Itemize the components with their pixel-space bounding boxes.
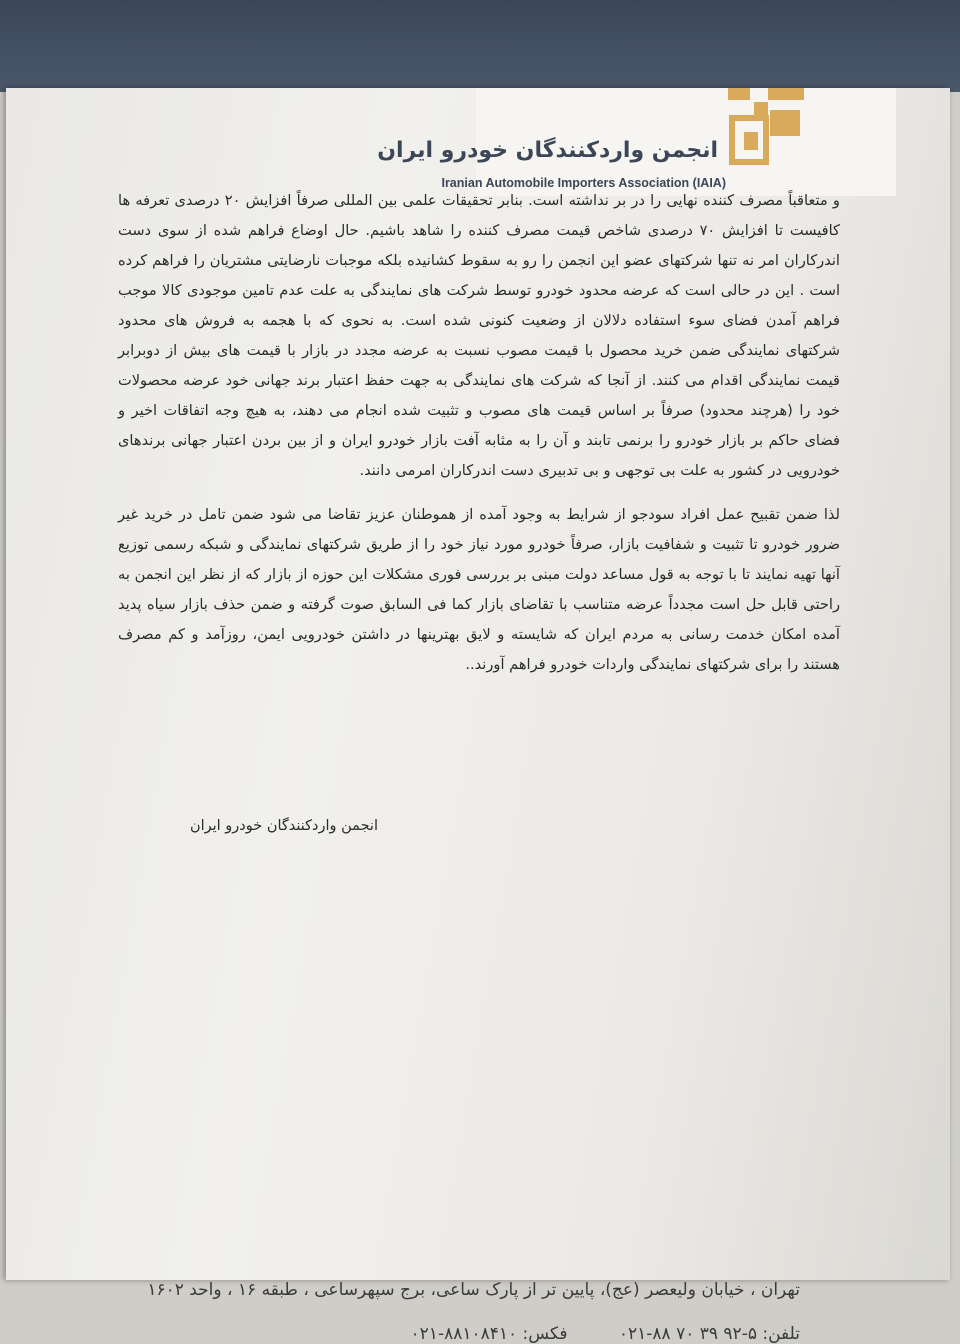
signature: انجمن واردکنندگان خودرو ایران bbox=[189, 818, 378, 834]
footer-fax: فکس: ۸۸۱۰۸۴۱۰-۰۲۱ bbox=[410, 1324, 568, 1344]
letter-paragraph: و متعاقباً مصرف کننده نهایی را در بر نداشته است. بنابر تحقیقات علمی بین المللی صرفاً افزایش ۲۰ درصدی تعرفه ها کافیست تا افزایش ۷۰ درصدی شاخص قیمت مصرف کننده را شاهد باشیم. حال اوضاع فراهم شده از سوی دست اندرکاران امر نه تنها شرکتهای عضو این انجمن را رو به سقوط کشانیده بلکه موجبات نارضایتی مشتریان را فراهم کرده است . این در حالی است که عرضه محدود خودرو توسط شرکت های نمایندگی به علت عدم تامین موجودی کالا موجب فراهم آمدن فضای سوء استفاده دلالان از وضعیت کنونی شده است. به نحوی که با هجمه به فروش های محدود شرکتهای نمایندگی ضمن خرید محصول با قیمت مصوب نسبت به عرضه مجدد در بازار با قیمت های بیش از دوبرابر قیمت نمایندگی اقدام می کنند. از آنجا که شرکت های نمایندگی به جهت حفظ اعتبار برند جهانی خود عرضه محصولات خود را (هرچند محدود) صرفاً بر اساس قیمت های مصوب و تثبیت شده انجام می دهند، به هیچ وجه اتفاقات اخیر و فضای حاکم بر بازار خودرو را برنمی تابند و آن را به مثابه آفت بازار خودرو ایران و از بین بردن اعتبار جهانی برندهای خودرویی در کشور به علت بی توجهی و بی تدبیری دست اندرکاران امرمی دانند. bbox=[118, 192, 840, 479]
letter-body bbox=[118, 186, 840, 680]
org-name-persian: انجمن واردکنندگان خودرو ایران bbox=[377, 138, 718, 163]
top-background-band bbox=[0, 0, 960, 92]
letter-paper bbox=[6, 88, 950, 1344]
footer-contact bbox=[365, 1324, 800, 1344]
letter-paragraph: لذا ضمن تقبیح عمل افراد سودجو از شرایط به وجود آمده از هموطنان عزیز تقاضا می شود ضمن تامل در خرید غیر ضرور خودرو تا تثبیت و شفافیت بازار، صرفاً خودرو مورد نیاز خود را از طریق شرکتهای نمایندگی و شبکه رسمی توزیع آنها تهیه نمایند تا با توجه به قول مساعد دولت مبنی بر بررسی فوری مشکلات این حوزه از بازار که از نظر این انجمن به راحتی قابل حل است مجدداً عرضه متناسب با تقاضای بازار کما فی السابق صوت گرفته و ضمن حذف بازار سیاه پدید آمده امکان خدمت رسانی به مردم ایران که شایسته و لایق بهترینها در داشتن خودرویی ایمن، روزآمد و کم مصرف هستند را برای شرکتهای نمایندگی واردات خودرو فراهم آورند.. bbox=[118, 506, 840, 673]
letterhead bbox=[377, 88, 896, 196]
org-name-english: Iranian Automobile Importers Association (IAIA) bbox=[441, 176, 726, 190]
footer-address: تهران ، خیابان ولیعصر (عج)، پایین تر از پارک ساعی، برج سپهرساعی ، طبقه ۱۶ ، واحد ۱۶۰۲ bbox=[147, 1280, 800, 1300]
footer-phone: تلفن: ۵-۹۲ ۳۹ ۷۰ ۸۸-۰۲۱ bbox=[618, 1324, 800, 1344]
iaia-logo-icon bbox=[728, 88, 804, 168]
